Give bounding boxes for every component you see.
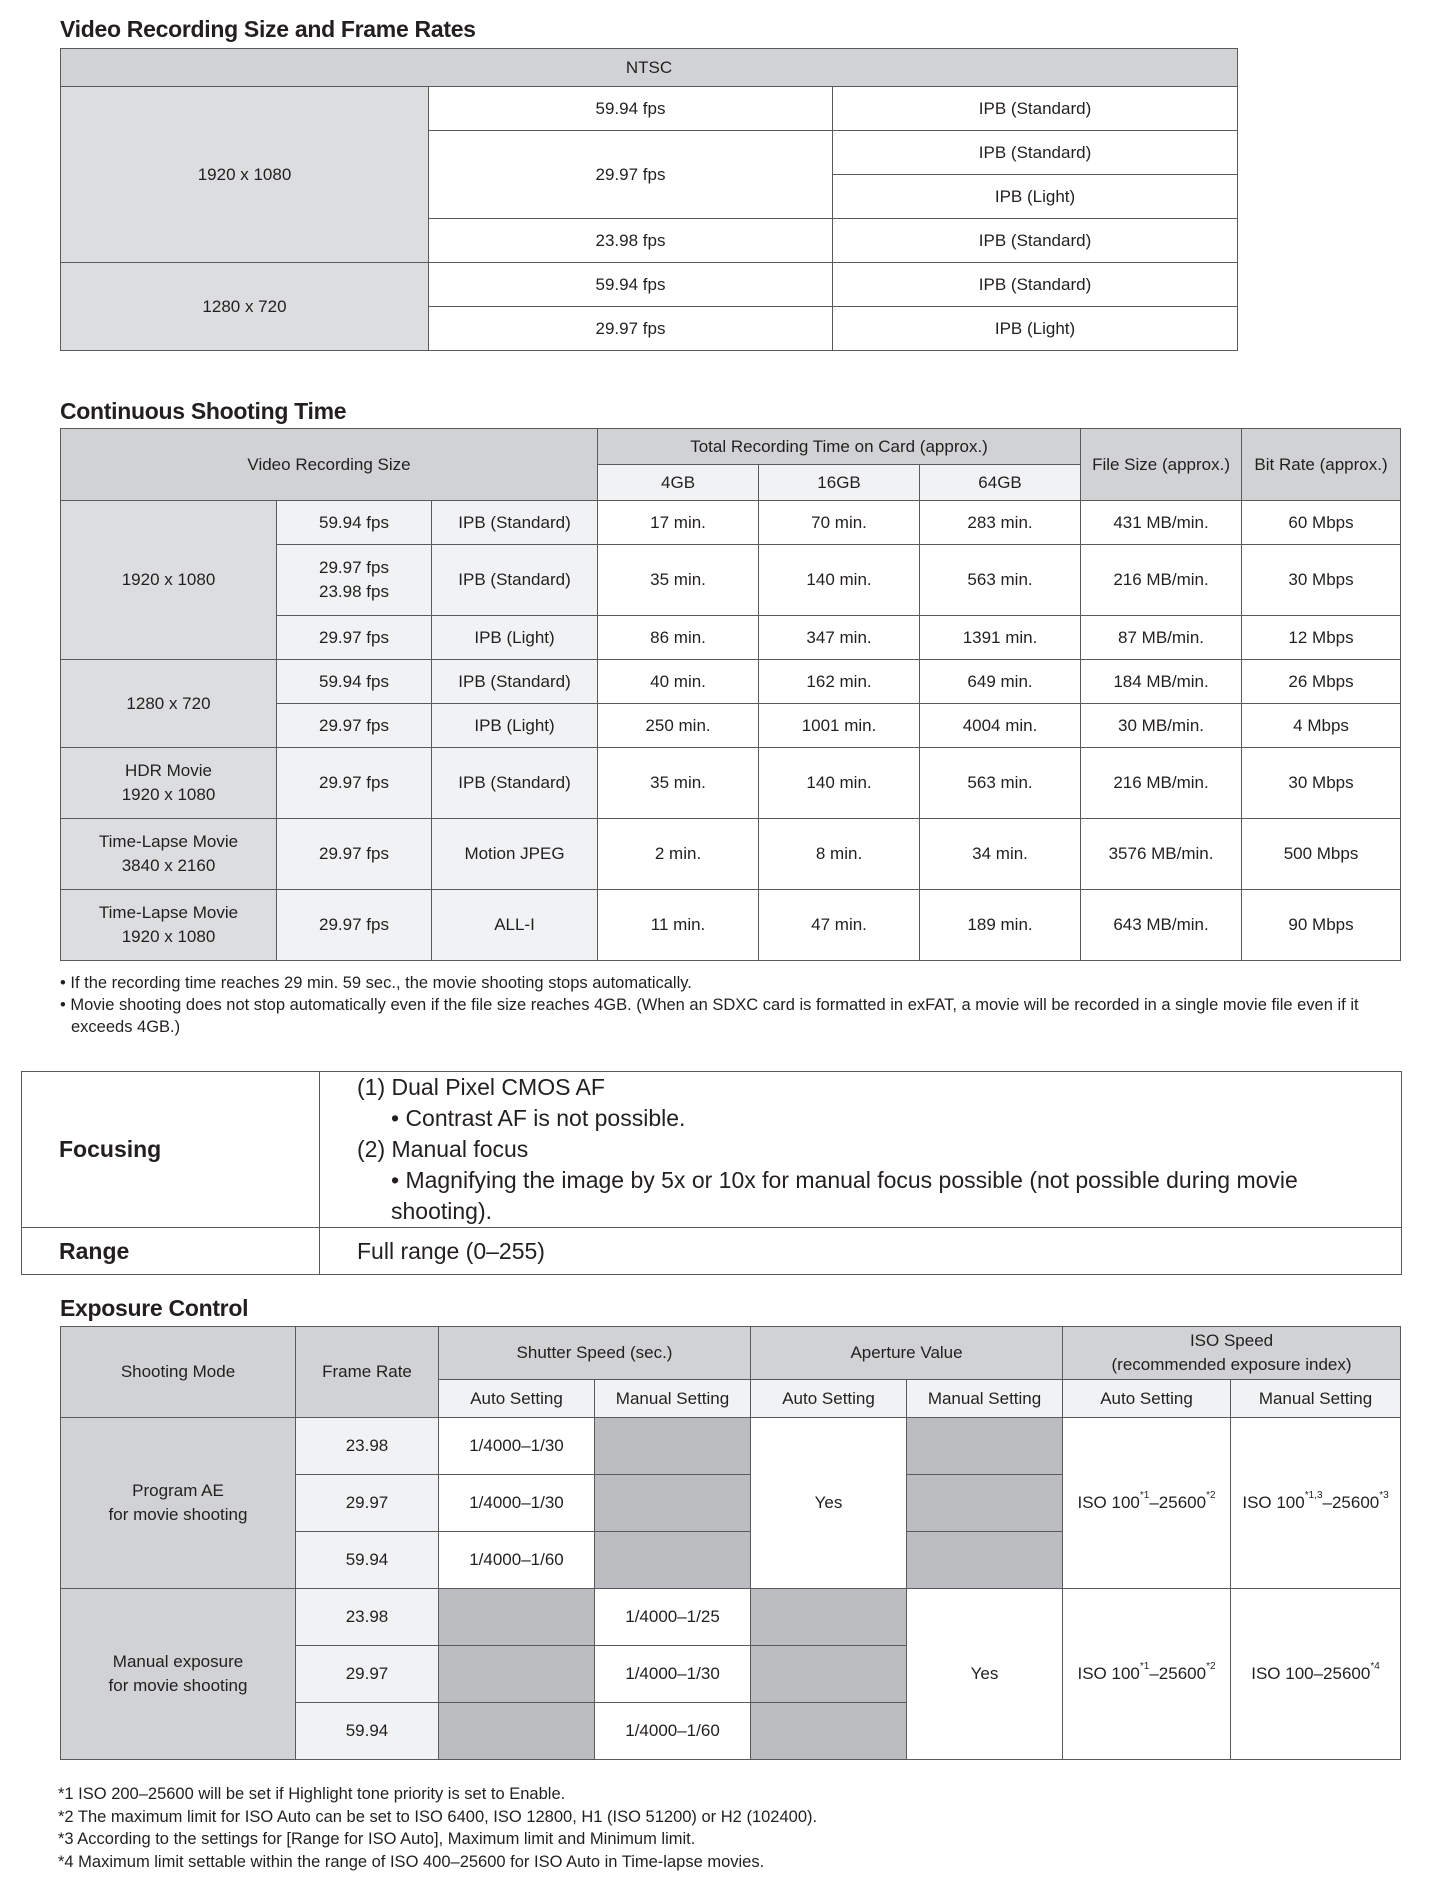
aperture-manual-cell: Yes	[907, 1589, 1063, 1760]
recording-time-cell: 86 min.	[598, 616, 759, 660]
iso-auto-cell	[1063, 1418, 1231, 1589]
iso-manual-cell	[1231, 1589, 1401, 1760]
frame-rate-cell: 59.94	[296, 1703, 439, 1760]
compression-cell: IPB (Standard)	[833, 87, 1238, 131]
recording-time-cell: 347 min.	[759, 616, 920, 660]
iso-value: ISO 100–25600	[1251, 1664, 1371, 1684]
frame-rate-cell: 59.94	[296, 1532, 439, 1589]
recording-time-cell: 35 min.	[598, 748, 759, 819]
mode-line2: for movie shooting	[108, 1676, 248, 1695]
not-applicable-cell	[595, 1418, 751, 1475]
fps-line: 29.97 fps	[319, 773, 389, 793]
group-label-line: Time-Lapse Movie	[98, 832, 239, 852]
header-manual-setting: Manual Setting	[907, 1380, 1063, 1418]
compression-cell: IPB (Standard)	[432, 501, 598, 545]
shutter-auto-cell: 1/4000–1/30	[439, 1475, 595, 1532]
mode-line1: Manual exposure	[112, 1652, 244, 1672]
compression-cell: IPB (Standard)	[833, 131, 1238, 175]
compression-cell: IPB (Standard)	[432, 660, 598, 704]
group-label-line: 1920 x 1080	[121, 570, 216, 590]
shutter-auto-cell: 1/4000–1/60	[439, 1532, 595, 1589]
recording-time-cell: 189 min.	[920, 890, 1081, 961]
header-aperture: Aperture Value	[751, 1327, 1063, 1380]
bit-rate-cell: 60 Mbps	[1242, 501, 1401, 545]
table-row	[61, 501, 1401, 545]
header-auto-setting: Auto Setting	[1063, 1380, 1231, 1418]
not-applicable-cell	[439, 1703, 595, 1760]
frame-rate-cell: 23.98	[296, 1418, 439, 1475]
header-manual-setting: Manual Setting	[1231, 1380, 1401, 1418]
iso-value: –25600	[1322, 1493, 1380, 1513]
file-size-cell: 30 MB/min.	[1081, 704, 1242, 748]
focus-line: • Magnifying the image by 5x or 10x for manual focus possible (not possible during movie shooting).	[391, 1167, 1298, 1224]
note-item: • If the recording time reaches 29 min. 59 sec., the movie shooting stops automatically.	[60, 974, 692, 992]
header-iso	[1063, 1327, 1401, 1380]
recording-time-cell: 140 min.	[759, 748, 920, 819]
fps-line: 23.98 fps	[319, 582, 389, 601]
footnote: *2 The maximum limit for ISO Auto can be set to ISO 6400, ISO 12800, H1 (ISO 51200) or H2 (102400).	[58, 1807, 818, 1826]
header-shooting-mode: Shooting Mode	[61, 1327, 296, 1418]
compression-cell: IPB (Light)	[833, 307, 1238, 351]
footnote-ref: *1,3	[1304, 1490, 1323, 1502]
recording-time-cell: 34 min.	[920, 819, 1081, 890]
group-label-line: 3840 x 2160	[121, 856, 216, 875]
header-frame-rate: Frame Rate	[296, 1327, 439, 1418]
bit-rate-cell: 30 Mbps	[1242, 545, 1401, 616]
section-title-video-sizes: Video Recording Size and Frame Rates	[60, 16, 476, 42]
focus-range-table	[21, 1071, 1402, 1275]
shutter-manual-cell: 1/4000–1/60	[595, 1703, 751, 1760]
section-title-continuous: Continuous Shooting Time	[60, 398, 347, 424]
bit-rate-cell: 12 Mbps	[1242, 616, 1401, 660]
file-size-cell: 87 MB/min.	[1081, 616, 1242, 660]
header-bit-rate: Bit Rate (approx.)	[1242, 429, 1401, 501]
iso-value: –25600	[1149, 1664, 1207, 1684]
continuous-notes	[60, 972, 1400, 1038]
range-value: Full range (0–255)	[320, 1228, 1402, 1275]
fps-cell: 29.97 fps	[429, 307, 833, 351]
group-label-line: 1920 x 1080	[121, 785, 216, 804]
fps-cell	[277, 660, 432, 704]
mode-line1: Program AE	[132, 1481, 224, 1501]
header-shutter-speed: Shutter Speed (sec.)	[439, 1327, 751, 1380]
fps-cell: 23.98 fps	[429, 219, 833, 263]
mode-line2: for movie shooting	[108, 1505, 248, 1524]
header-ntsc: NTSC	[61, 49, 1238, 87]
recording-time-cell: 4004 min.	[920, 704, 1081, 748]
iso-value: –25600	[1149, 1493, 1207, 1513]
bit-rate-cell: 26 Mbps	[1242, 660, 1401, 704]
bit-rate-cell: 90 Mbps	[1242, 890, 1401, 961]
bit-rate-cell: 30 Mbps	[1242, 748, 1401, 819]
focusing-label: Focusing	[22, 1072, 320, 1228]
file-size-cell: 431 MB/min.	[1081, 501, 1242, 545]
header-iso-line1: ISO Speed	[1189, 1331, 1274, 1351]
fps-line: 29.97 fps	[319, 915, 389, 935]
mode-manual-exposure	[61, 1589, 296, 1760]
compression-cell: IPB (Light)	[432, 704, 598, 748]
group-label-cell	[61, 890, 277, 961]
fps-cell	[277, 616, 432, 660]
exposure-control-table	[60, 1326, 1401, 1760]
recording-time-cell: 140 min.	[759, 545, 920, 616]
frame-rate-cell: 29.97	[296, 1646, 439, 1703]
fps-line: 29.97 fps	[319, 558, 389, 578]
mode-program-ae	[61, 1418, 296, 1589]
fps-cell	[277, 819, 432, 890]
not-applicable-cell	[751, 1589, 907, 1646]
fps-cell	[277, 890, 432, 961]
group-label-cell	[61, 660, 277, 748]
fps-cell: 59.94 fps	[429, 263, 833, 307]
focus-line: (1) Dual Pixel CMOS AF	[357, 1074, 605, 1100]
recording-time-cell: 70 min.	[759, 501, 920, 545]
fps-line: 29.97 fps	[319, 627, 389, 647]
table-row	[61, 748, 1401, 819]
header-video-size: Video Recording Size	[61, 429, 598, 501]
recording-time-cell: 11 min.	[598, 890, 759, 961]
frame-rate-cell: 29.97	[296, 1475, 439, 1532]
size-cell: 1920 x 1080	[61, 87, 429, 263]
footnote: *4 Maximum limit settable within the range of ISO 400–25600 for ISO Auto in Time-lapse movies.	[58, 1852, 765, 1871]
compression-cell: IPB (Standard)	[432, 748, 598, 819]
bit-rate-cell: 4 Mbps	[1242, 704, 1401, 748]
footnote-ref: *3	[1379, 1490, 1389, 1502]
not-applicable-cell	[439, 1589, 595, 1646]
not-applicable-cell	[439, 1646, 595, 1703]
recording-time-cell: 2 min.	[598, 819, 759, 890]
focus-line: • Contrast AF is not possible.	[391, 1105, 686, 1131]
header-file-size: File Size (approx.)	[1081, 429, 1242, 501]
not-applicable-cell	[595, 1532, 751, 1589]
not-applicable-cell	[595, 1475, 751, 1532]
header-auto-setting: Auto Setting	[439, 1380, 595, 1418]
exposure-footnotes	[58, 1783, 817, 1873]
compression-cell: IPB (Light)	[833, 175, 1238, 219]
header-card-16gb: 16GB	[759, 465, 920, 501]
bit-rate-cell: 500 Mbps	[1242, 819, 1401, 890]
fps-cell: 59.94 fps	[429, 87, 833, 131]
compression-cell: IPB (Light)	[432, 616, 598, 660]
recording-time-cell: 563 min.	[920, 748, 1081, 819]
focus-line: (2) Manual focus	[357, 1136, 529, 1162]
focusing-value	[320, 1072, 1402, 1228]
iso-value: ISO 100	[1242, 1493, 1305, 1513]
recording-time-cell: 649 min.	[920, 660, 1081, 704]
not-applicable-cell	[751, 1646, 907, 1703]
file-size-cell: 216 MB/min.	[1081, 545, 1242, 616]
recording-time-cell: 1001 min.	[759, 704, 920, 748]
table-row	[61, 819, 1401, 890]
fps-line: 59.94 fps	[319, 512, 389, 532]
not-applicable-cell	[751, 1703, 907, 1760]
group-label-cell	[61, 501, 277, 660]
footnote: *3 According to the settings for [Range for ISO Auto], Maximum limit and Minimum limit.	[58, 1830, 696, 1848]
file-size-cell: 184 MB/min.	[1081, 660, 1242, 704]
footnote-ref: *2	[1206, 1490, 1216, 1502]
header-card-4gb: 4GB	[598, 465, 759, 501]
fps-cell	[277, 704, 432, 748]
not-applicable-cell	[907, 1475, 1063, 1532]
not-applicable-cell	[907, 1418, 1063, 1475]
recording-time-cell: 563 min.	[920, 545, 1081, 616]
recording-time-cell: 47 min.	[759, 890, 920, 961]
recording-time-cell: 40 min.	[598, 660, 759, 704]
recording-time-cell: 283 min.	[920, 501, 1081, 545]
recording-time-cell: 1391 min.	[920, 616, 1081, 660]
iso-value: ISO 100	[1077, 1493, 1140, 1513]
compression-cell: IPB (Standard)	[833, 263, 1238, 307]
video-sizes-table	[60, 48, 1238, 351]
table-row	[61, 890, 1401, 961]
group-label-line: Time-Lapse Movie	[98, 903, 239, 923]
compression-cell: ALL-I	[432, 890, 598, 961]
header-card-64gb: 64GB	[920, 465, 1081, 501]
footnote: *1 ISO 200–25600 will be set if Highlight tone priority is set to Enable.	[58, 1785, 566, 1803]
shutter-manual-cell: 1/4000–1/30	[595, 1646, 751, 1703]
file-size-cell: 643 MB/min.	[1081, 890, 1242, 961]
recording-time-cell: 35 min.	[598, 545, 759, 616]
fps-line: 59.94 fps	[319, 671, 389, 691]
iso-auto-cell	[1063, 1589, 1231, 1760]
continuous-shooting-table	[60, 428, 1401, 961]
group-label-line: 1920 x 1080	[121, 927, 216, 946]
section-title-exposure: Exposure Control	[60, 1295, 249, 1321]
fps-cell	[277, 545, 432, 616]
fps-cell	[277, 501, 432, 545]
header-auto-setting: Auto Setting	[751, 1380, 907, 1418]
iso-value: ISO 100	[1077, 1664, 1140, 1684]
fps-cell: 29.97 fps	[429, 131, 833, 219]
recording-time-cell: 17 min.	[598, 501, 759, 545]
group-label-cell	[61, 748, 277, 819]
shutter-manual-cell: 1/4000–1/25	[595, 1589, 751, 1646]
table-row	[61, 660, 1401, 704]
compression-cell: Motion JPEG	[432, 819, 598, 890]
range-label: Range	[22, 1228, 320, 1275]
file-size-cell: 216 MB/min.	[1081, 748, 1242, 819]
size-cell: 1280 x 720	[61, 263, 429, 351]
footnote-ref: *1	[1139, 1661, 1150, 1673]
footnote-ref: *2	[1206, 1661, 1216, 1673]
compression-cell: IPB (Standard)	[432, 545, 598, 616]
header-total-time: Total Recording Time on Card (approx.)	[598, 429, 1081, 465]
group-label-cell	[61, 819, 277, 890]
header-iso-line2: (recommended exposure index)	[1111, 1355, 1352, 1374]
recording-time-cell: 250 min.	[598, 704, 759, 748]
compression-cell: IPB (Standard)	[833, 219, 1238, 263]
file-size-cell: 3576 MB/min.	[1081, 819, 1242, 890]
shutter-auto-cell: 1/4000–1/30	[439, 1418, 595, 1475]
fps-cell	[277, 748, 432, 819]
group-label-line: HDR Movie	[125, 761, 212, 781]
footnote-ref: *4	[1370, 1661, 1380, 1673]
fps-line: 29.97 fps	[319, 844, 389, 864]
note-item: • Movie shooting does not stop automatically even if the file size reaches 4GB. (When an SDXC card is formatted in exFAT, a movie will be recorded in a single movie file even if it exceeds 4GB.)	[60, 996, 1359, 1036]
group-label-line: 1280 x 720	[126, 693, 211, 713]
recording-time-cell: 162 min.	[759, 660, 920, 704]
iso-manual-cell	[1231, 1418, 1401, 1589]
footnote-ref: *1	[1139, 1490, 1150, 1502]
header-manual-setting: Manual Setting	[595, 1380, 751, 1418]
not-applicable-cell	[907, 1532, 1063, 1589]
fps-line: 29.97 fps	[319, 715, 389, 735]
frame-rate-cell: 23.98	[296, 1589, 439, 1646]
recording-time-cell: 8 min.	[759, 819, 920, 890]
aperture-auto-cell: Yes	[751, 1418, 907, 1589]
